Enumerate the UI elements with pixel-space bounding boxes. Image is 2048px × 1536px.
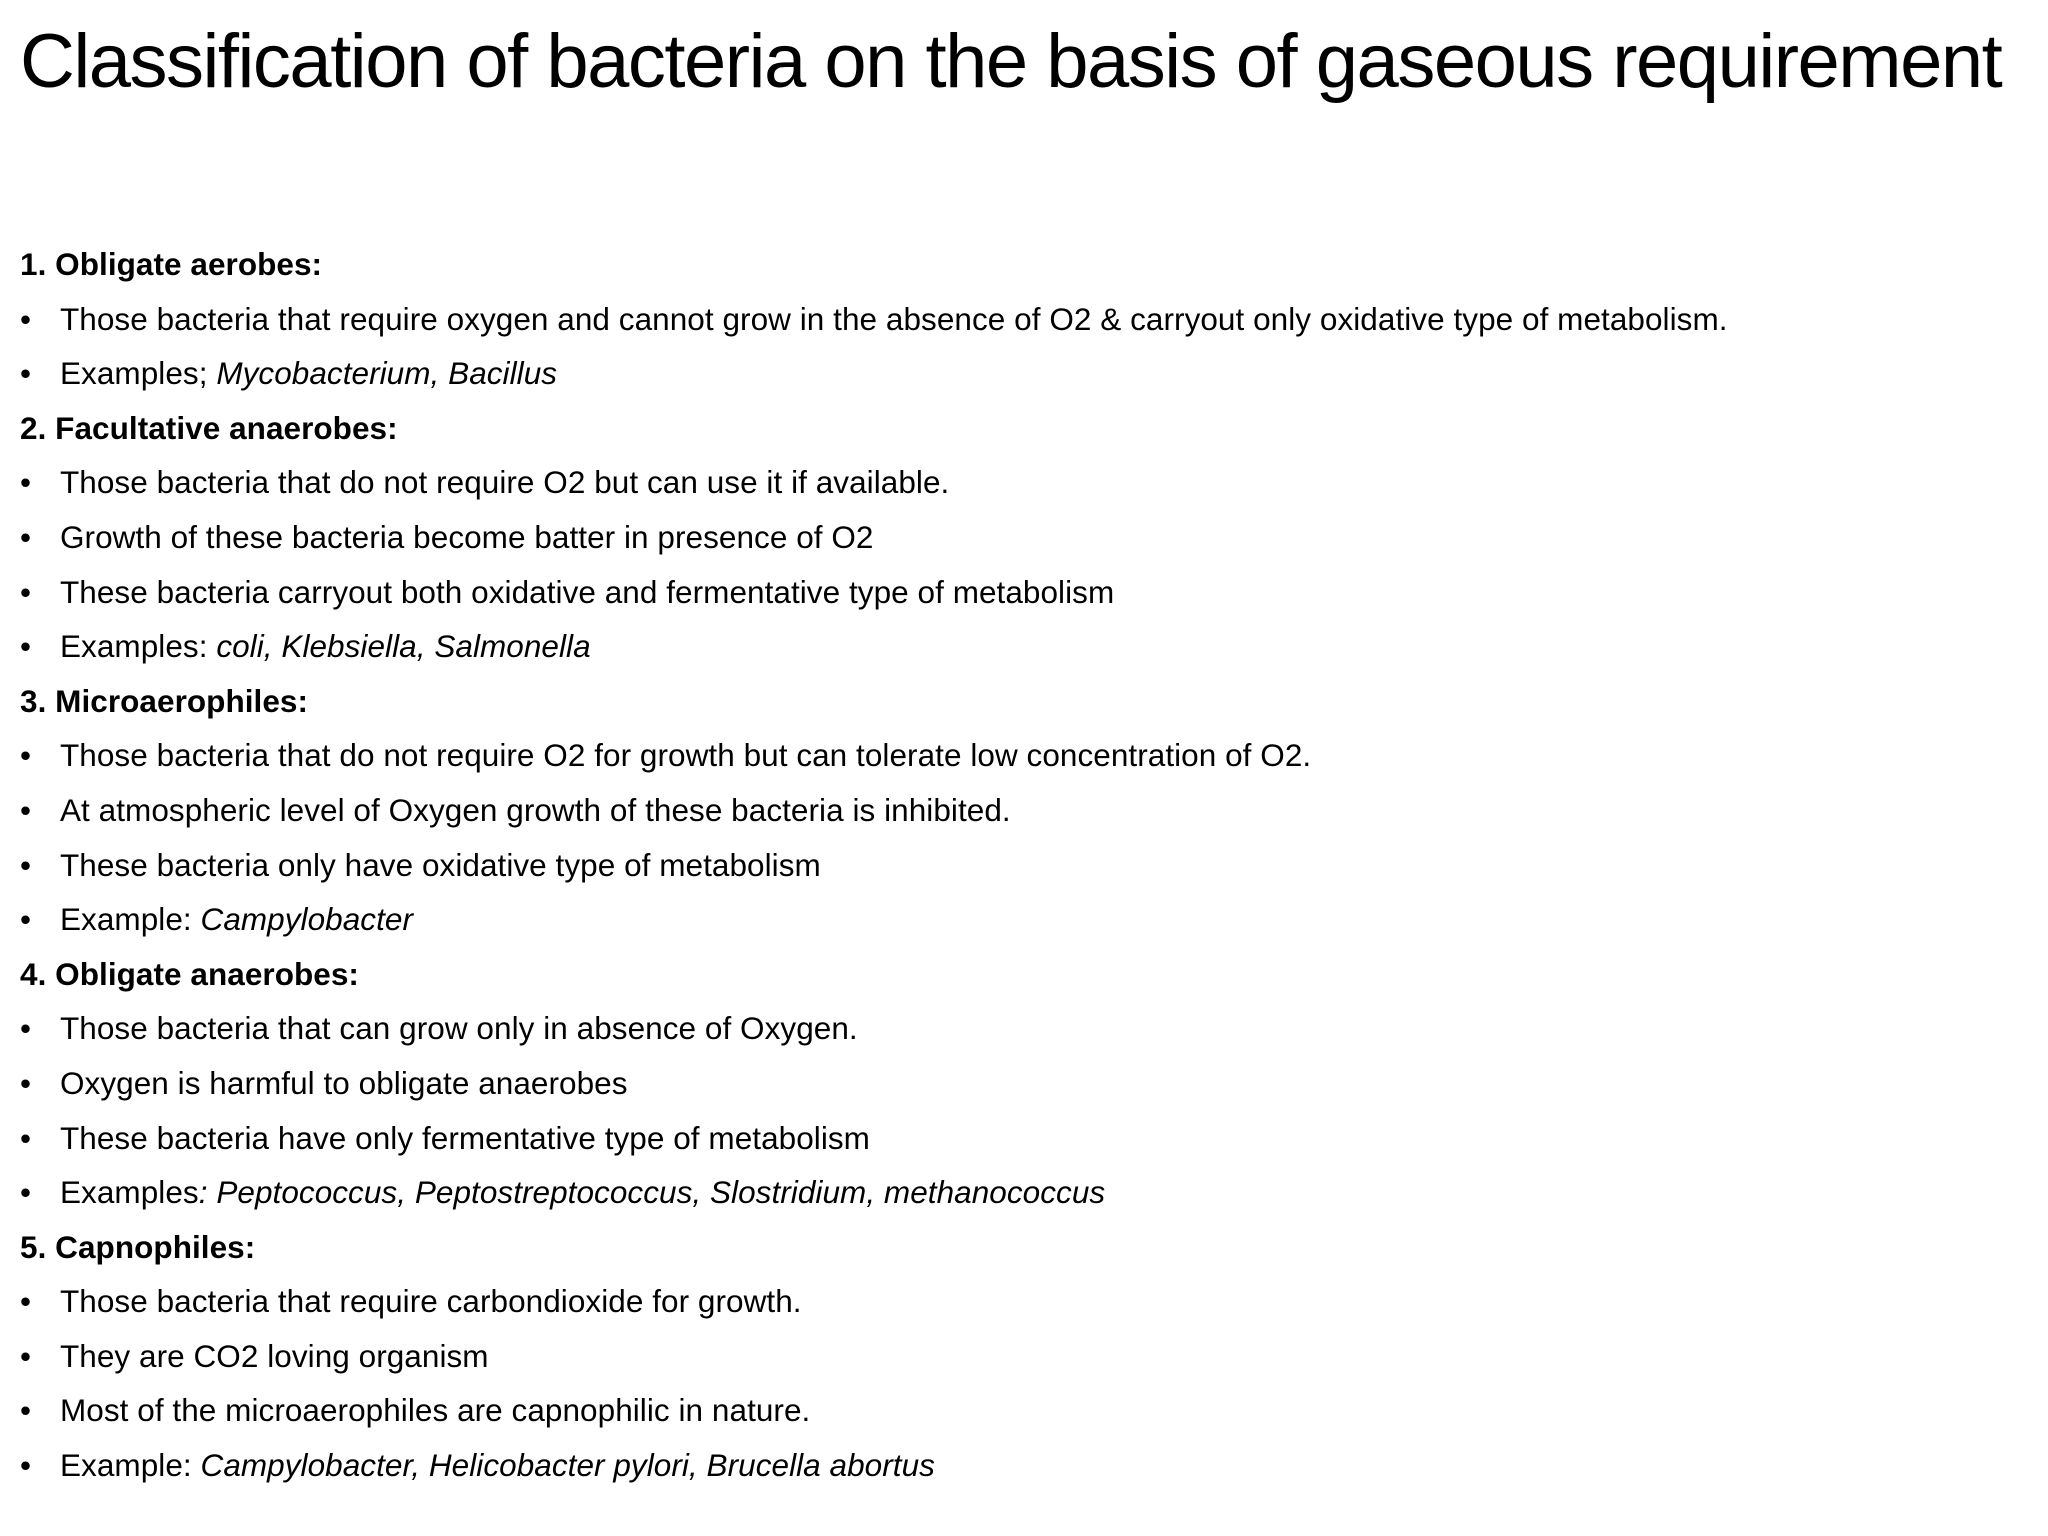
bullet-icon: • [20,901,32,938]
bullet-icon: • [20,1119,32,1156]
section-heading: 4. Obligate anaerobes: [20,955,359,992]
bullet-icon: • [20,1174,32,1211]
item-text: Those bacteria that require oxygen and cannot grow in the absence of O2 & carryout only oxidative type of metabolism. [60,300,1728,337]
list-item [20,892,2020,947]
list-item [20,346,2020,401]
item-text: Those bacteria that require carbondioxide for growth. [60,1283,802,1320]
item-italic-text: Mycobacterium, Bacillus [216,355,558,392]
list-item [20,1165,2020,1220]
list-item [20,1383,2020,1438]
list-item [20,1001,2020,1056]
bullet-icon: • [20,628,32,665]
item-italic-text: Campylobacter [200,901,414,938]
bullet-icon: • [20,355,32,392]
list-item [20,510,2020,565]
bullet-icon: • [20,737,32,774]
page-title: Classification of bacteria on the basis of gaseous requirement [20,19,2002,104]
bullet-icon: • [20,1392,32,1429]
bullet-icon: • [20,1447,32,1484]
bullet-icon: • [20,846,32,883]
list-item [20,565,2020,620]
bullet-icon: • [20,1064,32,1101]
section-heading: 1. Obligate aerobes: [20,246,323,282]
item-text: These bacteria have only fermentative type of metabolism [60,1119,870,1156]
bullet-icon: • [20,1010,32,1047]
list-item [20,783,2020,838]
item-italic-text: Campylobacter, Helicobacter pylori, Brucella abortus [200,1447,935,1484]
list-item [20,1329,2020,1384]
list-item [20,1056,2020,1111]
list-item [20,728,2020,783]
item-text: Example: [60,1447,201,1484]
item-italic-text: : Peptococcus, Peptostreptococcus, Slostridium, methanococcus [198,1174,1106,1211]
bullet-icon: • [20,1283,32,1320]
list-item [20,292,2020,347]
slide-content [20,237,2020,1493]
item-text: At atmospheric level of Oxygen growth of these bacteria is inhibited. [60,791,1011,828]
item-text: Example: [60,901,201,938]
section-heading: 3. Microaerophiles: [20,682,309,719]
item-text: These bacteria carryout both oxidative and fermentative type of metabolism [60,573,1115,610]
bullet-icon: • [20,1337,32,1374]
list-item [20,1438,2020,1493]
item-text: Those bacteria that can grow only in absence of Oxygen. [60,1010,858,1047]
item-text: Growth of these bacteria become batter in presence of O2 [60,518,874,555]
list-item [20,455,2020,510]
item-italic-text: coli, Klebsiella, Salmonella [216,628,591,665]
item-text: They are CO2 loving organism [60,1337,489,1374]
bullet-icon: • [20,791,32,828]
item-text: Most of the microaerophiles are capnophilic in nature. [60,1392,811,1429]
list-item [20,1111,2020,1166]
item-text: Those bacteria that do not require O2 for growth but can tolerate low concentration of O2. [60,737,1312,774]
list-item [20,619,2020,674]
item-text: These bacteria only have oxidative type of metabolism [60,846,821,883]
bullet-icon: • [20,464,32,501]
list-item [20,838,2020,893]
item-text: Examples: [60,628,217,665]
item-text: Examples [60,1174,199,1211]
list-item [20,1274,2020,1329]
bullet-icon: • [20,518,32,555]
item-text: Oxygen is harmful to obligate anaerobes [60,1064,628,1101]
item-text: Examples; [60,355,217,392]
item-text: Those bacteria that do not require O2 but can use it if available. [60,464,950,501]
section-heading: 2. Facultative anaerobes: [20,409,398,446]
section-heading: 5. Capnophiles: [20,1228,256,1265]
bullet-icon: • [20,300,32,337]
bullet-icon: • [20,573,32,610]
